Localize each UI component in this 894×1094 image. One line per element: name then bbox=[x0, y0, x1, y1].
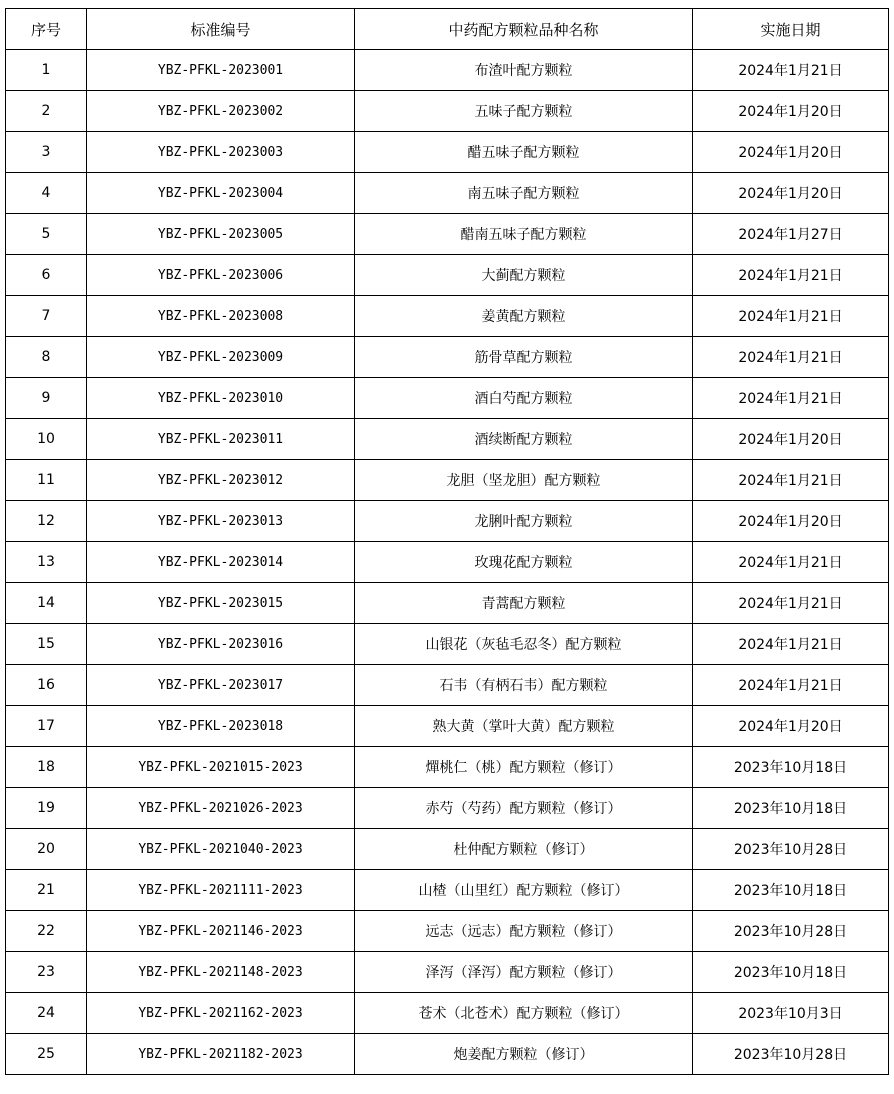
cell-standard-code: YBZ-PFKL-2021148-2023 bbox=[87, 952, 355, 993]
table-row bbox=[6, 665, 889, 706]
cell-standard-code: YBZ-PFKL-2023010 bbox=[87, 378, 355, 419]
table-row bbox=[6, 542, 889, 583]
cell-effective-date: 2024年1月21日 bbox=[693, 624, 889, 665]
cell-product-name: 筋骨草配方颗粒 bbox=[355, 337, 693, 378]
table-row bbox=[6, 378, 889, 419]
cell-product-name: 燀桃仁（桃）配方颗粒（修订） bbox=[355, 747, 693, 788]
cell-standard-code: YBZ-PFKL-2023018 bbox=[87, 706, 355, 747]
table-row bbox=[6, 583, 889, 624]
cell-serial-number: 1 bbox=[6, 50, 87, 91]
table-row bbox=[6, 460, 889, 501]
cell-product-name: 玫瑰花配方颗粒 bbox=[355, 542, 693, 583]
cell-effective-date: 2024年1月21日 bbox=[693, 296, 889, 337]
cell-serial-number: 16 bbox=[6, 665, 87, 706]
table-row bbox=[6, 952, 889, 993]
cell-effective-date: 2024年1月21日 bbox=[693, 665, 889, 706]
cell-effective-date: 2024年1月21日 bbox=[693, 378, 889, 419]
table-row bbox=[6, 501, 889, 542]
cell-product-name: 布渣叶配方颗粒 bbox=[355, 50, 693, 91]
cell-product-name: 山银花（灰毡毛忍冬）配方颗粒 bbox=[355, 624, 693, 665]
table-row bbox=[6, 829, 889, 870]
table-row bbox=[6, 911, 889, 952]
cell-product-name: 大蓟配方颗粒 bbox=[355, 255, 693, 296]
table-row bbox=[6, 706, 889, 747]
cell-serial-number: 18 bbox=[6, 747, 87, 788]
cell-effective-date: 2023年10月18日 bbox=[693, 747, 889, 788]
standards-table bbox=[5, 8, 889, 1075]
cell-product-name: 赤芍（芍药）配方颗粒（修订） bbox=[355, 788, 693, 829]
cell-serial-number: 11 bbox=[6, 460, 87, 501]
cell-standard-code: YBZ-PFKL-2023013 bbox=[87, 501, 355, 542]
cell-product-name: 苍术（北苍术）配方颗粒（修订） bbox=[355, 993, 693, 1034]
cell-product-name: 青蒿配方颗粒 bbox=[355, 583, 693, 624]
cell-effective-date: 2024年1月27日 bbox=[693, 214, 889, 255]
cell-standard-code: YBZ-PFKL-2021015-2023 bbox=[87, 747, 355, 788]
cell-product-name: 炮姜配方颗粒（修订） bbox=[355, 1034, 693, 1075]
cell-standard-code: YBZ-PFKL-2023002 bbox=[87, 91, 355, 132]
cell-product-name: 五味子配方颗粒 bbox=[355, 91, 693, 132]
cell-product-name: 远志（远志）配方颗粒（修订） bbox=[355, 911, 693, 952]
cell-effective-date: 2024年1月20日 bbox=[693, 91, 889, 132]
table-row bbox=[6, 91, 889, 132]
cell-effective-date: 2024年1月21日 bbox=[693, 337, 889, 378]
table-row bbox=[6, 214, 889, 255]
cell-serial-number: 3 bbox=[6, 132, 87, 173]
cell-serial-number: 2 bbox=[6, 91, 87, 132]
cell-serial-number: 9 bbox=[6, 378, 87, 419]
cell-product-name: 杜仲配方颗粒（修订） bbox=[355, 829, 693, 870]
cell-effective-date: 2024年1月21日 bbox=[693, 255, 889, 296]
cell-product-name: 醋五味子配方颗粒 bbox=[355, 132, 693, 173]
table-header-row bbox=[6, 9, 889, 50]
table-row bbox=[6, 337, 889, 378]
header-standard-code: 标准编号 bbox=[87, 9, 355, 50]
cell-product-name: 龙胆（坚龙胆）配方颗粒 bbox=[355, 460, 693, 501]
cell-serial-number: 24 bbox=[6, 993, 87, 1034]
cell-serial-number: 21 bbox=[6, 870, 87, 911]
table-row bbox=[6, 132, 889, 173]
cell-product-name: 熟大黄（掌叶大黄）配方颗粒 bbox=[355, 706, 693, 747]
table-row bbox=[6, 870, 889, 911]
cell-serial-number: 17 bbox=[6, 706, 87, 747]
cell-serial-number: 23 bbox=[6, 952, 87, 993]
cell-serial-number: 5 bbox=[6, 214, 87, 255]
cell-product-name: 石韦（有柄石韦）配方颗粒 bbox=[355, 665, 693, 706]
cell-effective-date: 2023年10月28日 bbox=[693, 829, 889, 870]
cell-effective-date: 2023年10月18日 bbox=[693, 870, 889, 911]
cell-standard-code: YBZ-PFKL-2021111-2023 bbox=[87, 870, 355, 911]
cell-product-name: 醋南五味子配方颗粒 bbox=[355, 214, 693, 255]
cell-product-name: 姜黄配方颗粒 bbox=[355, 296, 693, 337]
header-effective-date: 实施日期 bbox=[693, 9, 889, 50]
cell-serial-number: 13 bbox=[6, 542, 87, 583]
table-row bbox=[6, 747, 889, 788]
standards-table-container bbox=[5, 8, 888, 1075]
cell-effective-date: 2024年1月20日 bbox=[693, 419, 889, 460]
cell-product-name: 南五味子配方颗粒 bbox=[355, 173, 693, 214]
cell-effective-date: 2023年10月28日 bbox=[693, 911, 889, 952]
cell-product-name: 酒续断配方颗粒 bbox=[355, 419, 693, 460]
cell-serial-number: 25 bbox=[6, 1034, 87, 1075]
cell-standard-code: YBZ-PFKL-2023003 bbox=[87, 132, 355, 173]
table-row bbox=[6, 50, 889, 91]
table-row bbox=[6, 419, 889, 460]
cell-effective-date: 2024年1月21日 bbox=[693, 460, 889, 501]
cell-effective-date: 2024年1月20日 bbox=[693, 132, 889, 173]
cell-serial-number: 7 bbox=[6, 296, 87, 337]
cell-standard-code: YBZ-PFKL-2023011 bbox=[87, 419, 355, 460]
cell-serial-number: 15 bbox=[6, 624, 87, 665]
cell-standard-code: YBZ-PFKL-2023014 bbox=[87, 542, 355, 583]
cell-standard-code: YBZ-PFKL-2021040-2023 bbox=[87, 829, 355, 870]
table-row bbox=[6, 624, 889, 665]
cell-serial-number: 6 bbox=[6, 255, 87, 296]
cell-serial-number: 4 bbox=[6, 173, 87, 214]
table-row bbox=[6, 993, 889, 1034]
cell-effective-date: 2023年10月3日 bbox=[693, 993, 889, 1034]
cell-standard-code: YBZ-PFKL-2023012 bbox=[87, 460, 355, 501]
cell-standard-code: YBZ-PFKL-2023001 bbox=[87, 50, 355, 91]
cell-product-name: 泽泻（泽泻）配方颗粒（修订） bbox=[355, 952, 693, 993]
table-row bbox=[6, 296, 889, 337]
table-body bbox=[6, 50, 889, 1075]
cell-effective-date: 2024年1月21日 bbox=[693, 50, 889, 91]
cell-effective-date: 2024年1月20日 bbox=[693, 173, 889, 214]
cell-effective-date: 2023年10月18日 bbox=[693, 788, 889, 829]
cell-effective-date: 2023年10月28日 bbox=[693, 1034, 889, 1075]
cell-serial-number: 20 bbox=[6, 829, 87, 870]
cell-standard-code: YBZ-PFKL-2023017 bbox=[87, 665, 355, 706]
cell-standard-code: YBZ-PFKL-2023016 bbox=[87, 624, 355, 665]
cell-serial-number: 22 bbox=[6, 911, 87, 952]
cell-standard-code: YBZ-PFKL-2021146-2023 bbox=[87, 911, 355, 952]
cell-serial-number: 12 bbox=[6, 501, 87, 542]
header-serial-number: 序号 bbox=[6, 9, 87, 50]
table-row bbox=[6, 788, 889, 829]
cell-effective-date: 2024年1月20日 bbox=[693, 706, 889, 747]
cell-serial-number: 14 bbox=[6, 583, 87, 624]
table-row bbox=[6, 173, 889, 214]
cell-standard-code: YBZ-PFKL-2021026-2023 bbox=[87, 788, 355, 829]
cell-standard-code: YBZ-PFKL-2023008 bbox=[87, 296, 355, 337]
cell-product-name: 酒白芍配方颗粒 bbox=[355, 378, 693, 419]
cell-standard-code: YBZ-PFKL-2023006 bbox=[87, 255, 355, 296]
cell-effective-date: 2024年1月21日 bbox=[693, 583, 889, 624]
cell-serial-number: 19 bbox=[6, 788, 87, 829]
cell-product-name: 龙脷叶配方颗粒 bbox=[355, 501, 693, 542]
cell-standard-code: YBZ-PFKL-2023009 bbox=[87, 337, 355, 378]
cell-effective-date: 2023年10月18日 bbox=[693, 952, 889, 993]
cell-standard-code: YBZ-PFKL-2021162-2023 bbox=[87, 993, 355, 1034]
cell-standard-code: YBZ-PFKL-2021182-2023 bbox=[87, 1034, 355, 1075]
cell-standard-code: YBZ-PFKL-2023004 bbox=[87, 173, 355, 214]
cell-effective-date: 2024年1月20日 bbox=[693, 501, 889, 542]
cell-serial-number: 10 bbox=[6, 419, 87, 460]
table-row bbox=[6, 255, 889, 296]
header-product-name: 中药配方颗粒品种名称 bbox=[355, 9, 693, 50]
cell-product-name: 山楂（山里红）配方颗粒（修订） bbox=[355, 870, 693, 911]
cell-standard-code: YBZ-PFKL-2023015 bbox=[87, 583, 355, 624]
cell-effective-date: 2024年1月21日 bbox=[693, 542, 889, 583]
table-row bbox=[6, 1034, 889, 1075]
cell-standard-code: YBZ-PFKL-2023005 bbox=[87, 214, 355, 255]
cell-serial-number: 8 bbox=[6, 337, 87, 378]
